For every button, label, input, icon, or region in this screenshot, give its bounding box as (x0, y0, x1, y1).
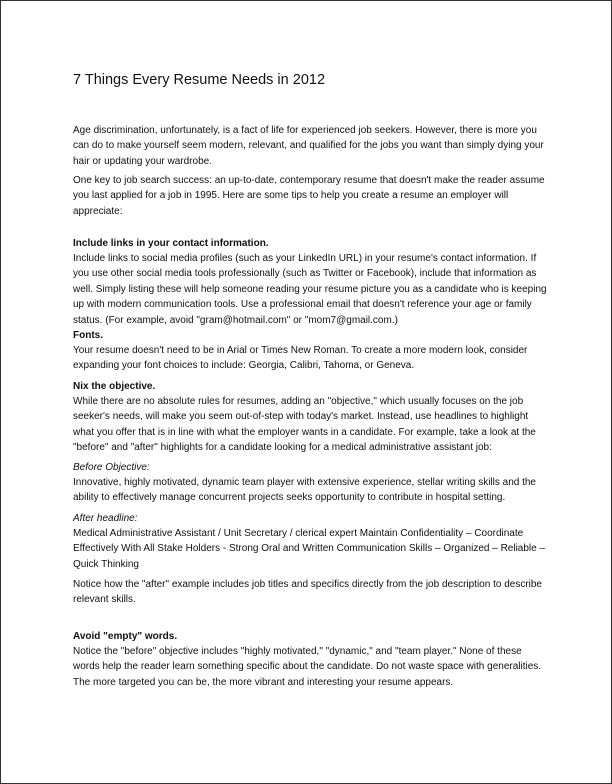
section-body-objective: While there are no absolute rules for resumes, adding an "objective," which usually focuses on the job seeker's needs, will make you seem out-of-step with today's market. Instead, use headlines to highlight what you offer that is in line with what the employer wants in a candidate. For example, take a look at the "before" and "after" highlights for a candidate looking for a medical administrative assistant job: (73, 396, 536, 454)
after-headline-label: After headline: (73, 513, 138, 524)
section-heading-objective: Nix the objective. (73, 381, 156, 392)
before-objective-label: Before Objective: (73, 462, 150, 473)
section-body-contact-links: Include links to social media profiles (such as your LinkedIn URL) in your resume's contact information. If you use other social media tools professionally (such as Twitter or Facebook), include that information as well. Simply listing these will help someone reading your resume picture you as a candidate who is keeping up with modern communication tools. Use a professional email that doesn't reference your age or family status. (For example, avoid "gram@hotmail.com" or "mom7@gmail.com.) (73, 253, 547, 326)
section-heading-contact-links: Include links in your contact information. (73, 238, 269, 249)
after-headline-text: Medical Administrative Assistant / Unit Secretary / clerical expert Maintain Confidentiality – Coordinate Effectively With All Stake Holders - Strong Oral and Written Communication Skills – Organized – Reliable – Quick Thinking (73, 528, 546, 570)
before-objective-text: Innovative, highly motivated, dynamic team player with extensive experience, stellar writing skills and the ability to effectively manage concurrent projects seeks opportunity to contribute in hospital setting. (73, 477, 536, 504)
section-heading-empty-words: Avoid "empty" words. (73, 631, 178, 642)
page-title: 7 Things Every Resume Needs in 2012 (73, 72, 326, 88)
notice-paragraph: Notice how the "after" example includes job titles and specifics directly from the job description to describe relevant skills. (73, 579, 542, 606)
intro-paragraph-2: One key to job search success: an up-to-date, contemporary resume that doesn't make the reader assume you last applied for a job in 1995. Here are some tips to help you create a resume an employer will appreciate: (73, 175, 545, 217)
section-body-empty-words: Notice the "before" objective includes "highly motivated," "dynamic," and "team player." None of these words help the reader learn something specific about the candidate. Do not waste space with generalities. The more targeted you can be, the more vibrant and interesting your resume appears. (73, 646, 542, 688)
section-body-fonts: Your resume doesn't need to be in Arial or Times New Roman. To create a more modern look, consider expanding your font choices to include: Georgia, Calibri, Tahoma, or Geneva. (73, 345, 528, 372)
intro-paragraph-1: Age discrimination, unfortunately, is a fact of life for experienced job seekers. However, there is more you can do to make yourself seem modern, relevant, and qualified for the jobs you want than simply dying your hair or updating your wardrobe. (73, 125, 544, 167)
section-heading-fonts: Fonts. (73, 330, 103, 341)
